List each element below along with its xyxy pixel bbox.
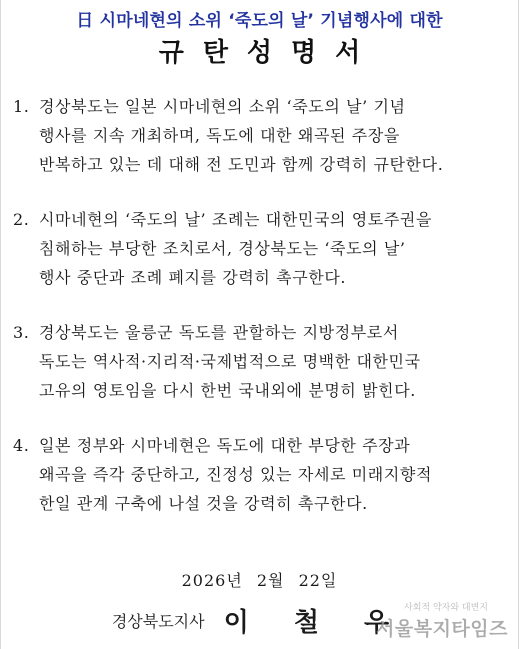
item-line: 독도는 역사적·지리적·국제법적으로 명백한 대한민국 xyxy=(39,352,421,371)
item-line: 한일 관계 구축에 나설 것을 강력히 촉구한다. xyxy=(39,494,368,513)
item-line: 왜곡을 즉각 중단하고, 진정성 있는 자세로 미래지향적 xyxy=(39,465,433,484)
item-line: 경상북도는 울릉군 독도를 관할하는 지방정부로서 xyxy=(39,323,399,342)
item-number: 4. xyxy=(13,436,30,455)
document-subtitle: 日 시마네현의 소위 ‘죽도의 날’ 기념행사에 대한 xyxy=(76,11,443,31)
signatory-office: 경상북도지사 xyxy=(111,612,205,631)
statement-item xyxy=(13,431,509,518)
watermark-tagline: 사회적 약자와 대변지 xyxy=(404,603,488,613)
item-number: 1. xyxy=(13,97,30,116)
item-line: 행사를 지속 개최하며, 독도에 대한 왜곡된 주장을 xyxy=(39,126,400,145)
watermark-brand: 서울복지타임즈 xyxy=(376,618,508,640)
statement-item xyxy=(13,318,509,405)
item-line: 시마네현의 ‘죽도의 날’ 조례는 대한민국의 영토주권을 xyxy=(39,210,433,229)
statement-items xyxy=(13,92,509,544)
item-line: 행사 중단과 조례 폐지를 강력히 촉구한다. xyxy=(39,268,347,287)
item-line: 경상북도는 일본 시마네현의 소위 ‘죽도의 날’ 기념 xyxy=(39,97,406,116)
item-line: 일본 정부와 시마네현은 독도에 대한 부당한 주장과 xyxy=(39,436,411,455)
signatory-name: 이 철 우 xyxy=(223,608,408,638)
statement-date: 2026년 2월 22일 xyxy=(181,571,338,590)
item-line: 침해하는 부당한 조치로서, 경상북도는 ‘죽도의 날’ xyxy=(39,239,406,258)
item-line: 반복하고 있는 데 대해 전 도민과 함께 강력히 규탄한다. xyxy=(39,155,444,174)
item-line: 고유의 영토임을 다시 한번 국내외에 분명히 밝힌다. xyxy=(39,381,416,400)
publisher-watermark xyxy=(376,600,508,641)
document-title: 규탄성명서 xyxy=(158,38,380,68)
item-number: 3. xyxy=(13,323,30,342)
item-number: 2. xyxy=(13,210,30,229)
statement-item xyxy=(13,92,509,179)
statement-item xyxy=(13,205,509,292)
